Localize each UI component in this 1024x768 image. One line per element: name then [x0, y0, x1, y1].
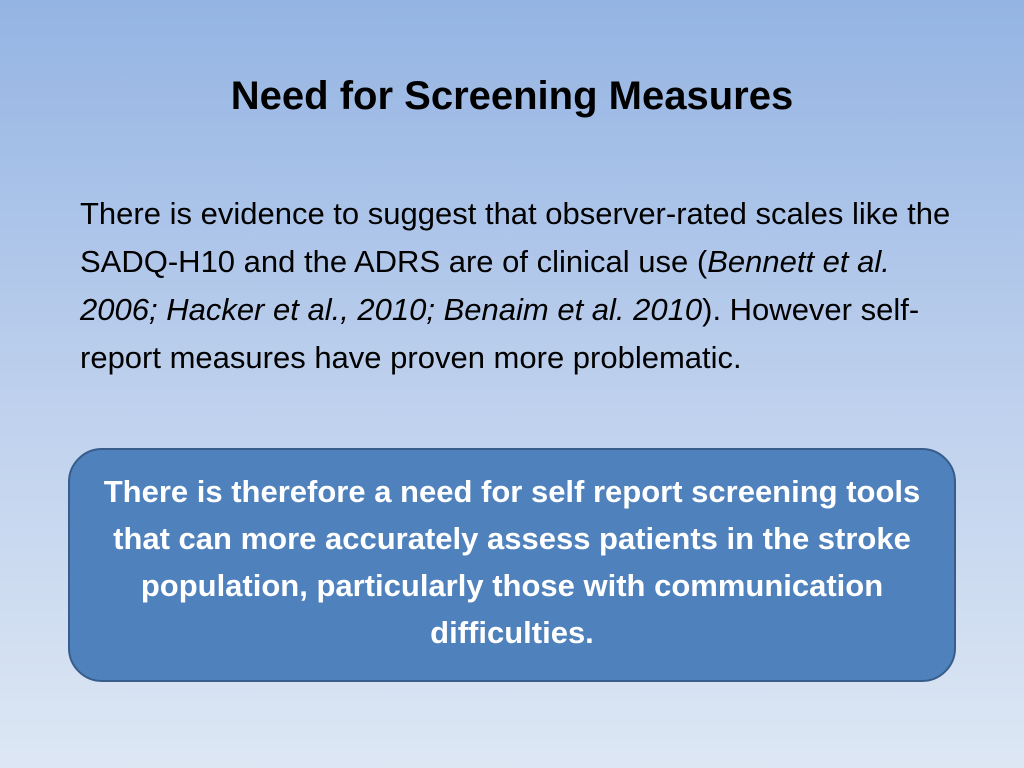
- body-text-part1: There is evidence to suggest that observer-rated scales like the SADQ-H10 and the ADRS are of clinical use (: [80, 196, 951, 279]
- body-paragraph: [80, 190, 960, 382]
- body-text-part2: ). However self-report measures have proven more problematic.: [80, 292, 920, 375]
- callout-box: [68, 448, 956, 682]
- slide-title: Need for Screening Measures: [230, 74, 794, 118]
- citation-text: Bennett et al. 2006; Hacker et al., 2010; Benaim et al. 2010: [80, 244, 890, 327]
- callout-text: There is therefore a need for self report screening tools that can more accurately assess patients in the stroke population, particularly those with communication difficulties.: [103, 474, 921, 650]
